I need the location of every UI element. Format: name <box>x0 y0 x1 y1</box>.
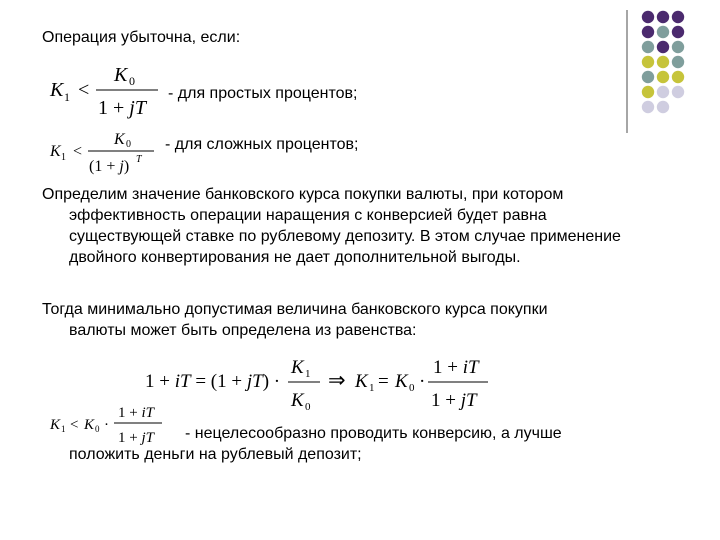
condition-simple-note: - для простых процентов; <box>168 85 358 102</box>
svg-text:1 + iT: 1 + iT <box>118 405 154 421</box>
paragraph-conclusion <box>42 423 632 465</box>
paragraph-exchange-rate <box>42 184 632 268</box>
svg-text:1: 1 <box>369 382 375 394</box>
formula-equality <box>143 354 493 419</box>
svg-text:0: 0 <box>305 401 311 413</box>
decorative-dot <box>672 56 684 68</box>
decorative-dot <box>642 26 654 38</box>
decorative-dot <box>642 71 654 83</box>
decorative-dot <box>657 71 669 83</box>
svg-text:0: 0 <box>95 424 100 434</box>
svg-text:K: K <box>114 64 128 86</box>
svg-text:<: < <box>70 417 79 433</box>
svg-text:K: K <box>50 79 64 101</box>
svg-text:0: 0 <box>126 139 131 150</box>
paragraph-minimum-rate <box>42 299 632 341</box>
paragraph-2-first-line: Тогда минимально допустимая величина банковского курса покупки <box>42 301 548 318</box>
decorative-dot <box>657 86 669 98</box>
svg-text:K: K <box>355 371 368 392</box>
svg-text:K: K <box>114 131 125 148</box>
decorative-dot <box>642 11 654 23</box>
svg-text:=: = <box>378 371 389 392</box>
formula-compound-interest <box>48 128 163 183</box>
svg-text:K: K <box>395 371 408 392</box>
svg-text:K: K <box>291 357 304 378</box>
decorative-dot <box>657 101 669 113</box>
svg-text:·: · <box>104 417 109 433</box>
svg-text:1: 1 <box>61 152 66 163</box>
decorative-dot <box>642 101 654 113</box>
decorative-dot <box>672 41 684 53</box>
svg-text:K: K <box>291 390 304 411</box>
svg-text:K: K <box>50 417 61 433</box>
svg-text:1 + jT: 1 + jT <box>431 390 477 411</box>
paragraph-1-first-line: Определим значение банковского курса покупки валюты, при котором <box>42 186 564 203</box>
svg-text:1 + iT = (1 + jT) ·: 1 + iT = (1 + jT) · <box>145 371 281 392</box>
decorative-dot <box>657 26 669 38</box>
decorative-dot <box>657 56 669 68</box>
svg-text:1: 1 <box>61 424 66 434</box>
svg-text:<: < <box>73 143 83 160</box>
decorative-dot <box>642 41 654 53</box>
svg-text:1: 1 <box>305 368 311 380</box>
decorative-dot <box>672 71 684 83</box>
decorative-dot <box>657 11 669 23</box>
svg-text:⇒: ⇒ <box>328 368 346 392</box>
decorative-dot <box>672 11 684 23</box>
conclusion-first-line: - нецелесообразно проводить конверсию, а лучше <box>185 425 562 442</box>
decorative-dot <box>642 86 654 98</box>
paragraph-1-rest: эффективность операции наращения с конверсией будет равна существующей ставке по рублевому депозиту. В этом случае применение двойного конвертирования не дает дополнительной выгоды. <box>69 207 621 266</box>
formula-simple-interest <box>48 63 163 126</box>
intro-text: Операция убыточна, если: <box>42 29 241 46</box>
svg-text:<: < <box>78 79 90 101</box>
conclusion-rest: положить деньги на рублевый депозит; <box>69 446 362 463</box>
svg-text:(1 + j): (1 + j) <box>89 158 130 175</box>
svg-text:T: T <box>136 154 142 165</box>
svg-text:1 + jT: 1 + jT <box>118 430 154 446</box>
svg-text:0: 0 <box>409 382 415 394</box>
paragraph-2-rest: валюты может быть определена из равенства: <box>69 322 417 339</box>
condition-compound-note: - для сложных процентов; <box>165 136 359 153</box>
svg-text:1 + jT: 1 + jT <box>98 97 146 119</box>
decorative-dot <box>672 86 684 98</box>
svg-text:0: 0 <box>129 74 135 88</box>
decorative-dot <box>672 26 684 38</box>
svg-text:1 + iT: 1 + iT <box>433 357 479 378</box>
decorative-dot <box>642 56 654 68</box>
decorative-dot <box>657 41 669 53</box>
svg-text:K: K <box>50 143 61 160</box>
svg-text:K: K <box>84 417 95 433</box>
svg-text:1: 1 <box>64 90 70 104</box>
decorative-dot-grid <box>600 0 720 140</box>
svg-text:·: · <box>419 371 426 392</box>
